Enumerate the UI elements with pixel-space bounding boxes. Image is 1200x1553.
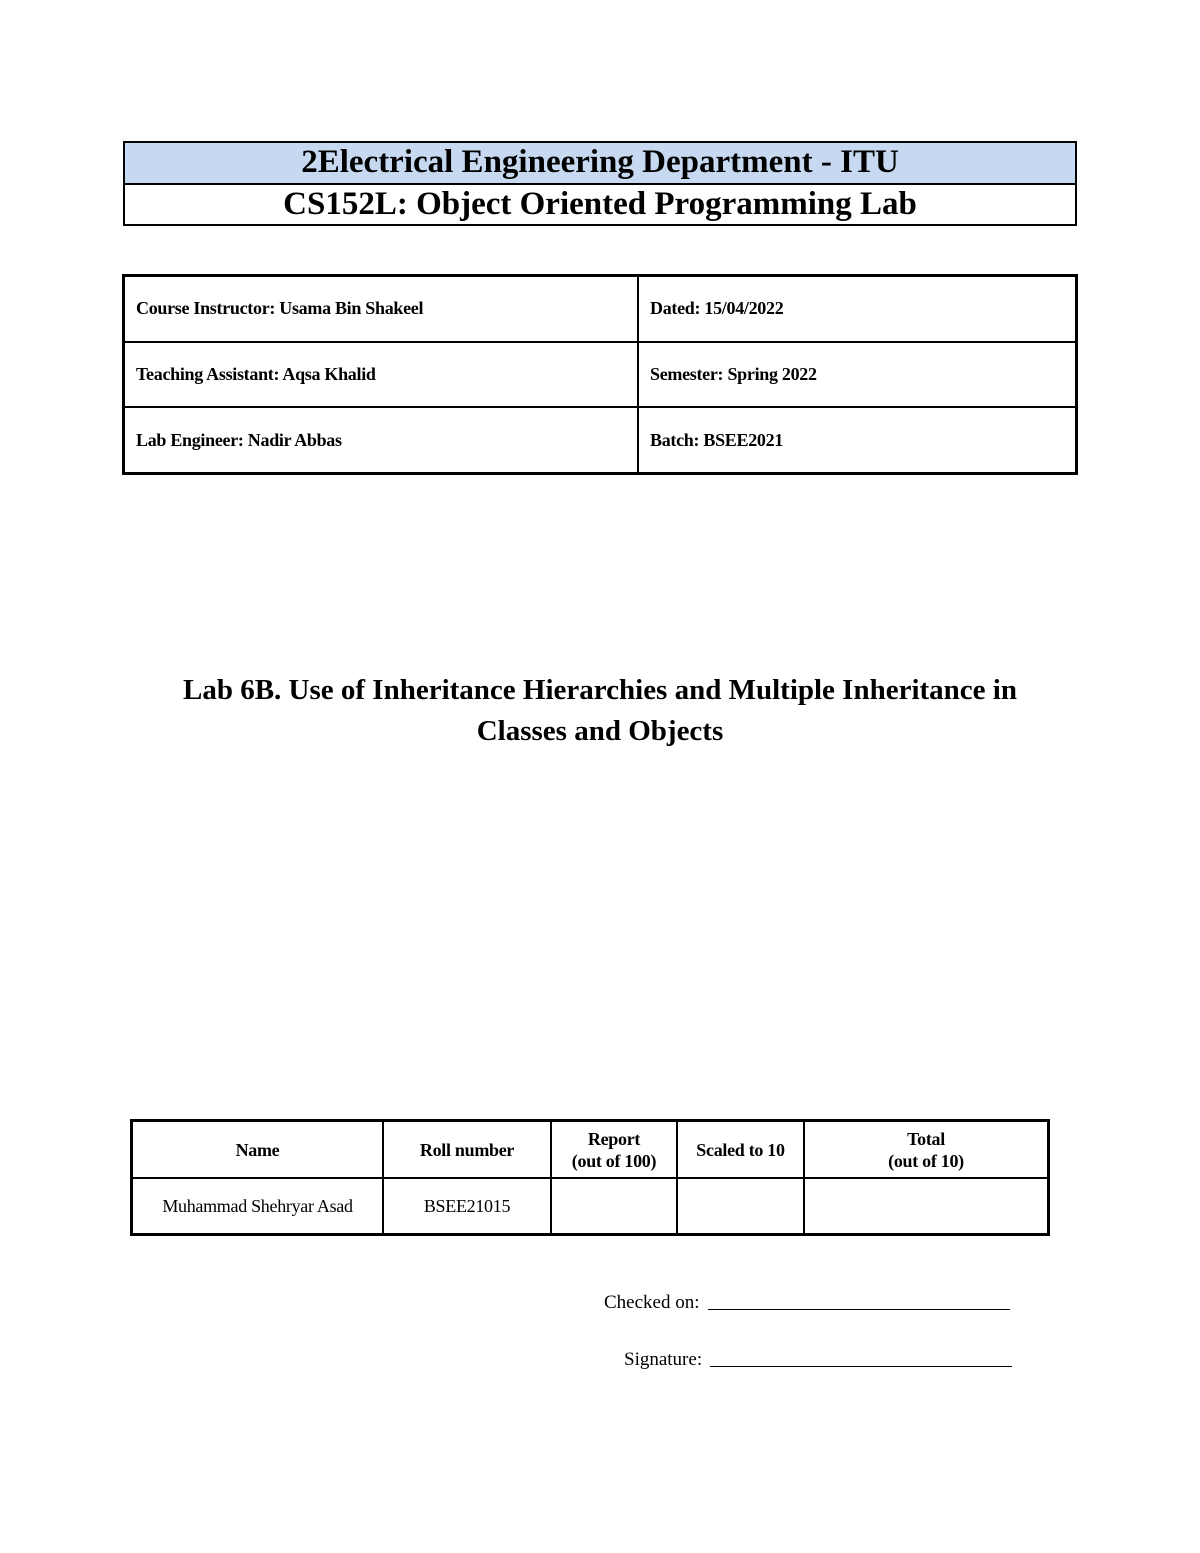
table-row <box>132 1178 1049 1235</box>
info-row <box>124 342 1077 407</box>
total-cell[interactable] <box>804 1178 1049 1235</box>
instructor-cell: Course Instructor: Usama Bin Shakeel <box>124 276 639 342</box>
ta-cell: Teaching Assistant: Aqsa Khalid <box>124 342 639 407</box>
signature-line[interactable] <box>710 1366 1012 1367</box>
report-header-line-1: Report <box>587 1128 641 1149</box>
report-header-line-2: (out of 100) <box>571 1150 657 1171</box>
scaled-cell[interactable] <box>677 1178 804 1235</box>
checked-on-label: Checked on: <box>604 1292 700 1313</box>
checked-on-line[interactable] <box>708 1309 1010 1310</box>
roll-header: Roll number <box>383 1121 551 1179</box>
lab-title-line-2: Classes and Objects <box>476 715 724 747</box>
scaled-header: Scaled to 10 <box>677 1121 804 1179</box>
course-title: CS152L: Object Oriented Programming Lab <box>283 186 917 222</box>
signature-label: Signature: <box>624 1349 703 1370</box>
department-header <box>123 141 1077 185</box>
batch-cell: Batch: BSEE2021 <box>638 407 1077 473</box>
lab-title <box>100 670 1100 752</box>
total-header <box>804 1121 1049 1179</box>
semester-cell: Semester: Spring 2022 <box>638 342 1077 407</box>
lab-title-line-1: Lab 6B. Use of Inheritance Hierarchies and Multiple Inheritance in <box>182 674 1017 706</box>
engineer-cell: Lab Engineer: Nadir Abbas <box>124 407 639 473</box>
report-cell[interactable] <box>551 1178 677 1235</box>
total-header-line-2: (out of 10) <box>888 1150 964 1171</box>
info-row <box>124 407 1077 473</box>
course-info-table <box>122 274 1078 475</box>
signature-row <box>624 1349 1012 1371</box>
student-name-cell: Muhammad Shehryar Asad <box>132 1178 384 1235</box>
checked-on-row <box>604 1292 1010 1314</box>
total-header-line-1: Total <box>907 1128 945 1149</box>
dated-cell: Dated: 15/04/2022 <box>638 276 1077 342</box>
grades-table <box>130 1119 1050 1236</box>
name-header: Name <box>132 1121 384 1179</box>
roll-number-cell: BSEE21015 <box>383 1178 551 1235</box>
course-header <box>123 183 1077 226</box>
info-row <box>124 276 1077 342</box>
grades-header-row <box>132 1121 1049 1179</box>
department-title: 2Electrical Engineering Department - ITU <box>301 144 899 180</box>
report-header <box>551 1121 677 1179</box>
